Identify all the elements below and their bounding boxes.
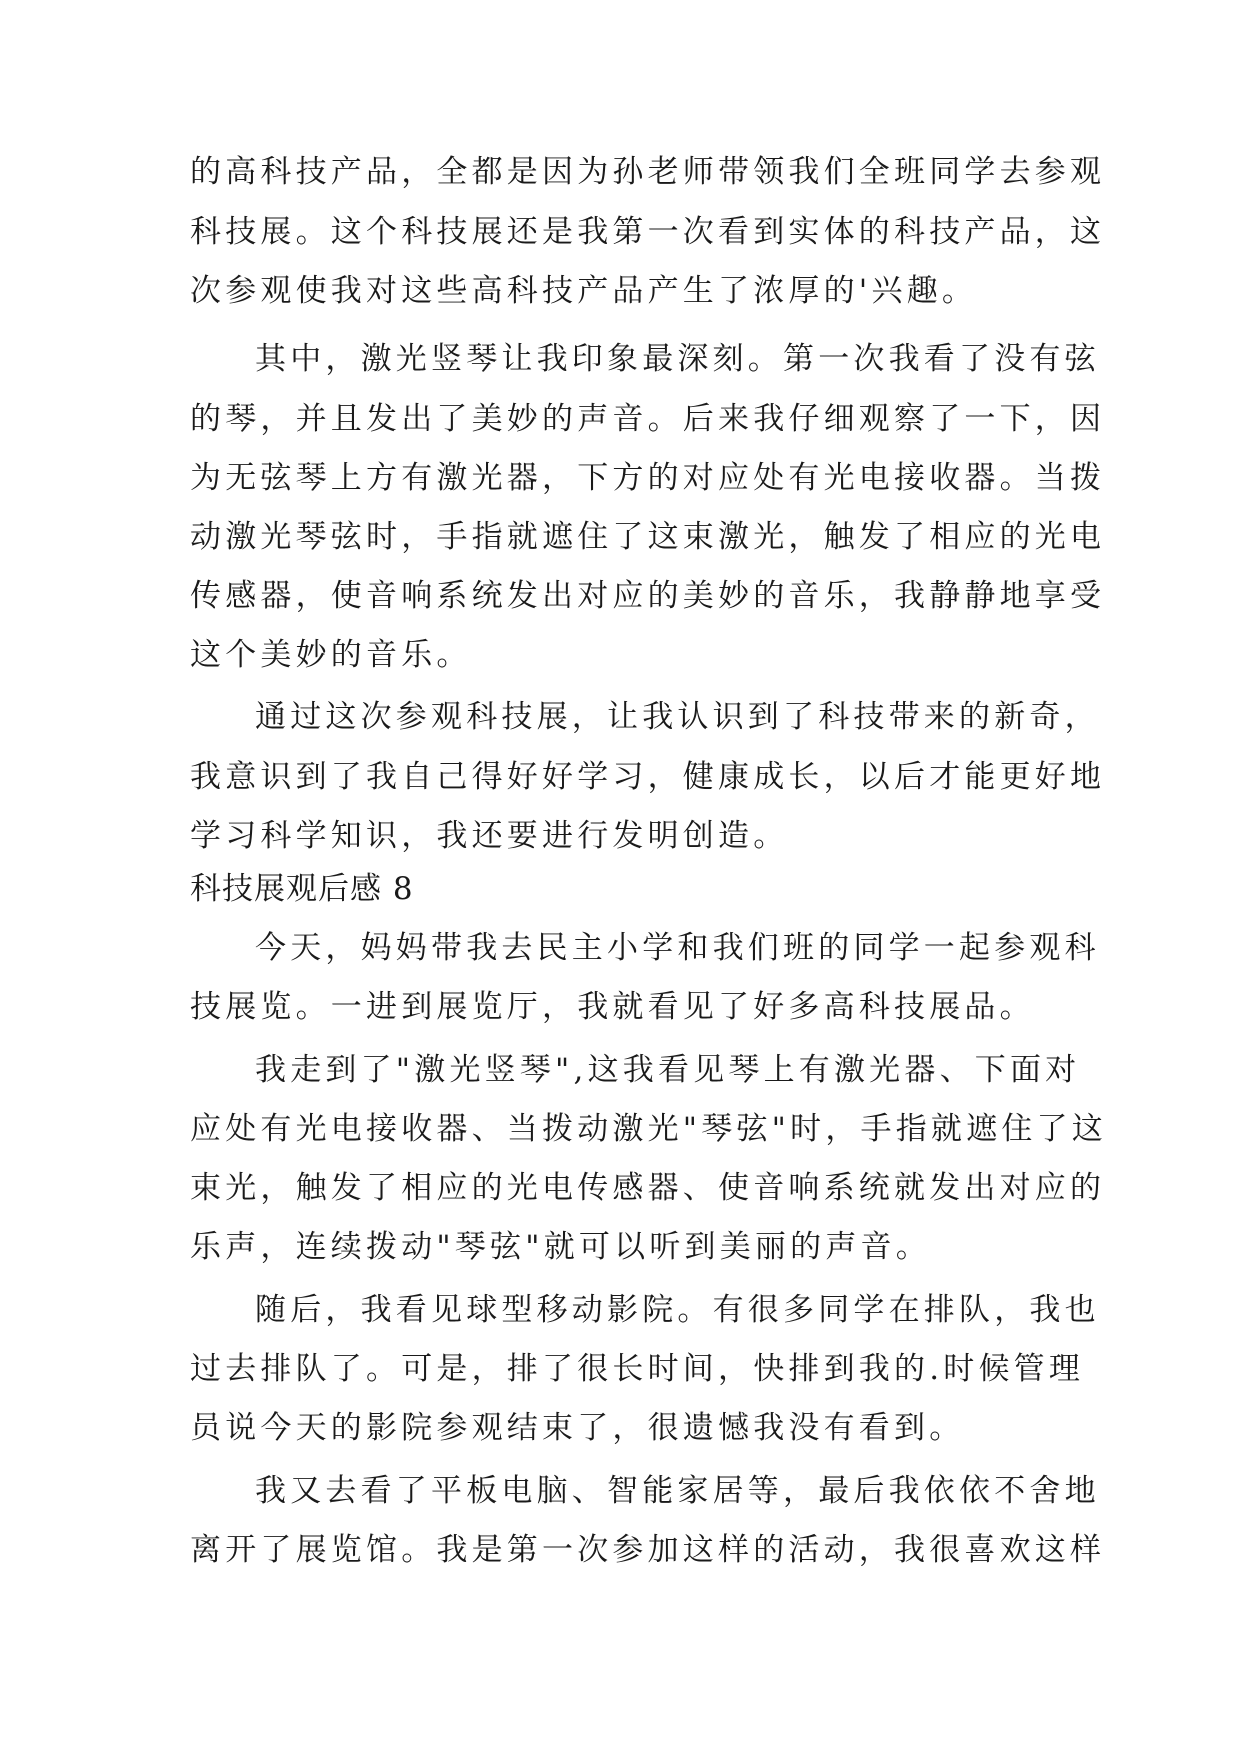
paragraph-line: 为无弦琴上方有激光器，下方的对应处有光电接收器。当拨 <box>190 460 1106 496</box>
paragraph-line: 我意识到了我自己得好好学习，健康成长，以后才能更好地 <box>190 759 1106 795</box>
paragraph-line: 离开了展览馆。我是第一次参加这样的活动，我很喜欢这样 <box>190 1532 1106 1568</box>
paragraph-line: 我走到了"激光竖琴",这我看见琴上有激光器、下面对 <box>255 1052 1081 1088</box>
paragraph-line: 过去排队了。可是，排了很长时间，快排到我的.时候管理 <box>190 1351 1085 1387</box>
paragraph-line: 动激光琴弦时，手指就遮住了这束激光，触发了相应的光电 <box>190 519 1106 555</box>
paragraph-line: 的琴，并且发出了美妙的声音。后来我仔细观察了一下，因 <box>190 401 1106 437</box>
paragraph-line: 学习科学知识，我还要进行发明创造。 <box>190 818 789 854</box>
paragraph-line: 我又去看了平板电脑、智能家居等，最后我依依不舍地 <box>255 1473 1100 1509</box>
paragraph-line: 束光，触发了相应的光电传感器、使音响系统就发出对应的 <box>190 1170 1106 1206</box>
paragraph-line: 传感器，使音响系统发出对应的美妙的音乐，我静静地享受 <box>190 578 1106 614</box>
paragraph-line: 这个美妙的音乐。 <box>190 637 472 673</box>
paragraph-line: 其中，激光竖琴让我印象最深刻。第一次我看了没有弦 <box>255 341 1100 377</box>
paragraph-line: 通过这次参观科技展，让我认识到了科技带来的新奇， <box>255 699 1100 735</box>
paragraph-line: 次参观使我对这些高科技产品产生了浓厚的'兴趣。 <box>190 273 978 309</box>
section-heading: 科技展观后感 8 <box>190 871 414 907</box>
paragraph-line: 随后，我看见球型移动影院。有很多同学在排队，我也 <box>255 1292 1100 1328</box>
paragraph-line: 科技展。这个科技展还是我第一次看到实体的科技产品，这 <box>190 214 1106 250</box>
paragraph-line: 应处有光电接收器、当拨动激光"琴弦"时，手指就遮住了这 <box>190 1111 1107 1147</box>
paragraph-line: 乐声，连续拨动"琴弦"就可以听到美丽的声音。 <box>190 1229 931 1265</box>
paragraph-line: 今天，妈妈带我去民主小学和我们班的同学一起参观科 <box>255 930 1100 966</box>
paragraph-line: 的高科技产品，全都是因为孙老师带领我们全班同学去参观 <box>190 154 1106 190</box>
paragraph-line: 技展览。一进到展览厅，我就看见了好多高科技展品。 <box>190 989 1035 1025</box>
paragraph-line: 员说今天的影院参观结束了，很遗憾我没有看到。 <box>190 1410 965 1446</box>
